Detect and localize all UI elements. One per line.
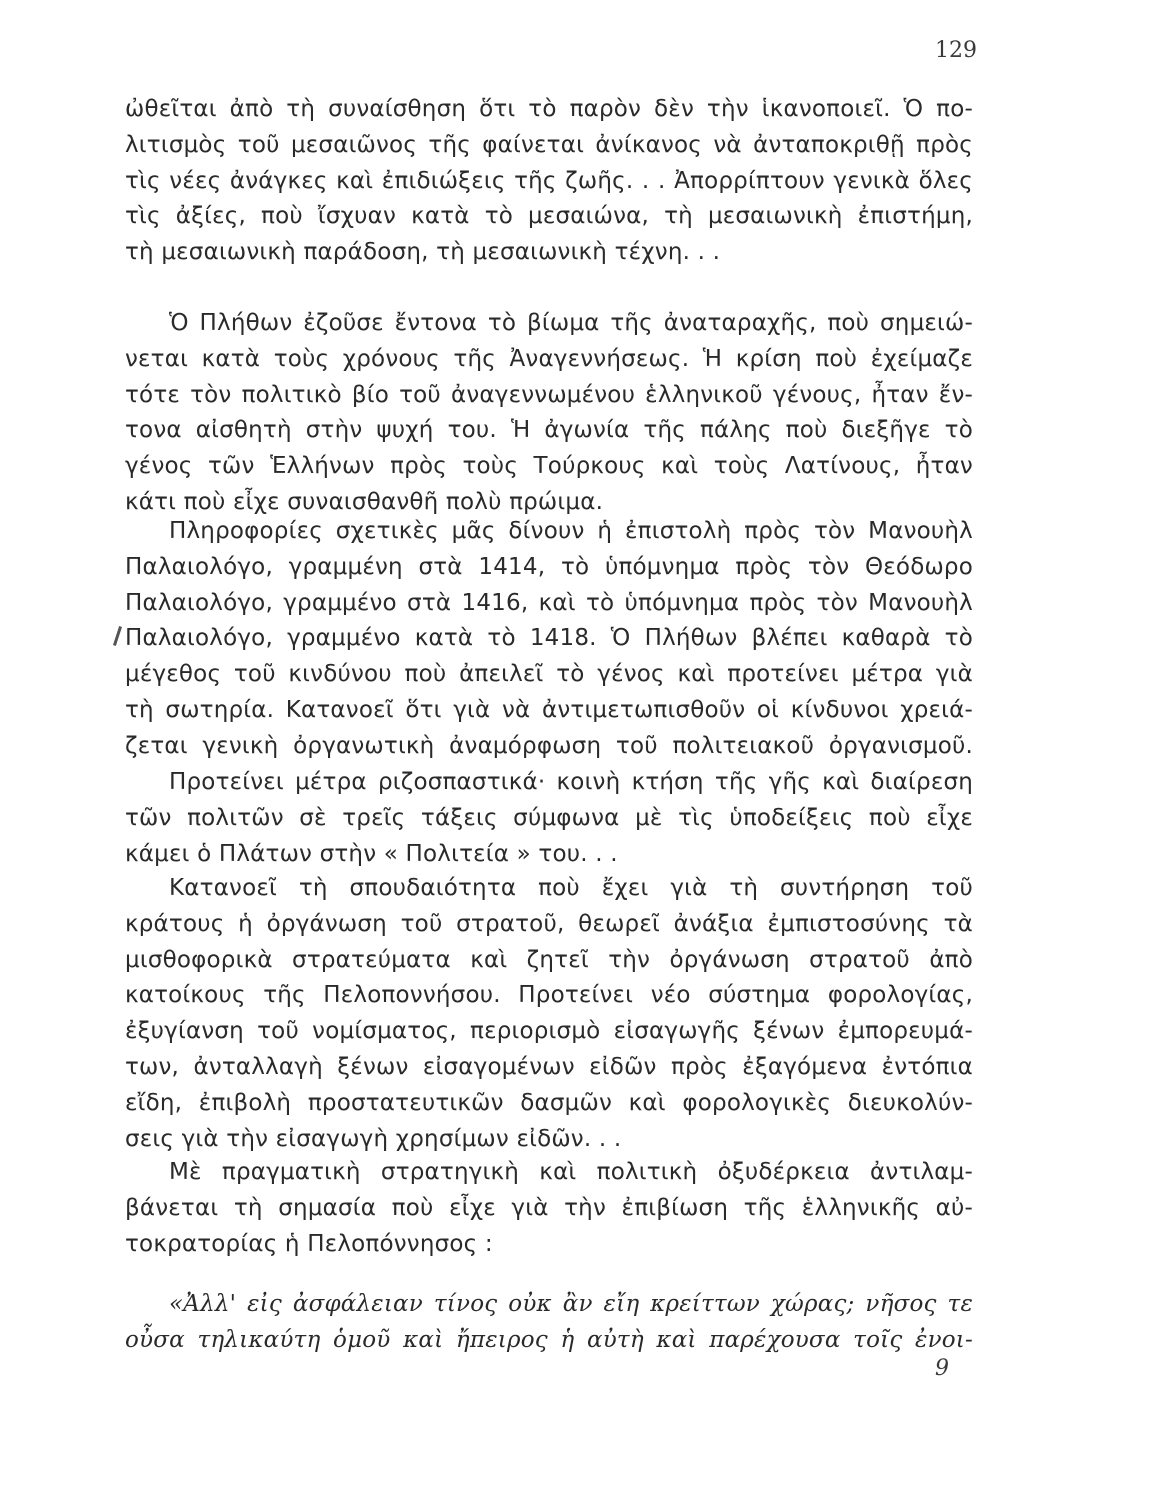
paragraph-6 — [125, 1155, 973, 1262]
page-number: 129 — [935, 38, 977, 63]
text-line: Πληροφορίες σχετικὲς μᾶς δίνουν ἡ ἐπιστολὴ πρὸς τὸν Μανουὴλ — [169, 518, 973, 544]
text-line: Παλαιολόγο, γραμμένο κατὰ τὸ 1418. Ὁ Πλήθων βλέπει καθαρὰ τὸ — [125, 625, 973, 652]
text-line: λιτισμὸς τοῦ μεσαιῶνος τῆς φαίνεται ἀνίκανος νὰ ἀνταποκριθῇ πρὸς — [125, 131, 973, 158]
text-line: εἴδη, ἐπιβολὴ προστατευτικῶν δασμῶν καὶ φορολογικὲς διευκολύν- — [125, 1089, 973, 1116]
text-line: ὠθεῖται ἀπὸ τὴ συναίσθηση ὅτι τὸ παρὸν δὲν τὴν ἱκανοποιεῖ. Ὁ πο- — [125, 96, 973, 122]
quotation — [125, 1286, 973, 1358]
text-line: Μὲ πραγματικὴ στρατηγικὴ καὶ πολιτικὴ ὀξυδέρκεια ἀντιλαμ- — [169, 1159, 973, 1185]
text-line: τὴ μεσαιωνικὴ παράδοση, τὴ μεσαιωνικὴ τέχνη. . . — [125, 239, 721, 266]
text-line: τότε τὸν πολιτικὸ βίο τοῦ ἀναγεννωμένου ἑλληνικοῦ γένους, ἦταν ἔν- — [125, 381, 973, 408]
text-line: ζεται γενικὴ ὀργανωτικὴ ἀναμόρφωση τοῦ πολιτειακοῦ ὀργανισμοῦ. — [125, 732, 973, 759]
text-line: κράτους ἡ ὀργάνωση τοῦ στρατοῦ, θεωρεῖ ἀνάξια ἐμπιστοσύνης τὰ — [125, 910, 973, 937]
paragraph-2 — [125, 306, 973, 521]
text-line: Προτείνει μέτρα ριζοσπαστικά· κοινὴ κτήση τῆς γῆς καὶ διαίρεση — [169, 769, 973, 795]
text-line: κάτι ποὺ εἶχε συναισθανθῆ πολὺ πρώιμα. — [125, 488, 604, 515]
text-line: τὴ σωτηρία. Κατανοεῖ ὅτι γιὰ νὰ ἀντιμετωπισθοῦν οἱ κίνδυνοι χρειά- — [125, 696, 973, 723]
text-line: μέγεθος τοῦ κινδύνου ποὺ ἀπειλεῖ τὸ γένος καὶ προτείνει μέτρα γιὰ — [125, 661, 973, 688]
text-line: τὶς νέες ἀνάγκες καὶ ἐπιδιώξεις τῆς ζωῆς. . . Ἀπορρίπτουν γενικὰ ὅλες — [125, 167, 973, 194]
text-line: τὶς ἀξίες, ποὺ ἴσχυαν κατὰ τὸ μεσαιώνα, τὴ μεσαιωνικὴ ἐπιστήμη, — [125, 203, 973, 230]
signature-mark: 9 — [935, 1356, 949, 1381]
paragraph-3 — [125, 514, 973, 765]
text-line: μισθοφορικὰ στρατεύματα καὶ ζητεῖ τὴν ὀργάνωση στρατοῦ ἀπὸ — [125, 946, 973, 973]
quote-line: «Ἀλλ' εἰς ἀσφάλειαν τίνος οὐκ ἂν εἴη κρείττων χώρας; νῆσος τε — [169, 1291, 973, 1317]
text-line: κάμει ὁ Πλάτων στὴν « Πολιτεία » του. . . — [125, 840, 618, 867]
text-line: νεται κατὰ τοὺς χρόνους τῆς Ἀναγεννήσεως. Ἡ κρίση ποὺ ἐχείμαζε — [125, 345, 973, 372]
text-line: Παλαιολόγο, γραμμένη στὰ 1414, τὸ ὑπόμνημα πρὸς τὸν Θεόδωρο — [125, 553, 973, 580]
text-line: Ὁ Πλήθων ἐζοῦσε ἔντονα τὸ βίωμα τῆς ἀναταραχῆς, ποὺ σημειώ- — [169, 310, 973, 336]
text-line: τονα αἰσθητὴ στὴν ψυχή του. Ἡ ἀγωνία τῆς πάλης ποὺ διεξῆγε τὸ — [125, 417, 973, 444]
text-line: βάνεται τὴ σημασία ποὺ εἶχε γιὰ τὴν ἐπιβίωση τῆς ἑλληνικῆς αὐ- — [125, 1194, 973, 1221]
paragraph-1 — [125, 92, 973, 271]
text-line: κατοίκους τῆς Πελοποννήσου. Προτείνει νέο σύστημα φορολογίας, — [125, 982, 973, 1009]
paragraph-5 — [125, 871, 973, 1157]
text-line: τοκρατορίας ἡ Πελοπόννησος : — [125, 1230, 493, 1257]
margin-mark — [113, 626, 122, 646]
text-line: γένος τῶν Ἑλλήνων πρὸς τοὺς Τούρκους καὶ τοὺς Λατίνους, ἦταν — [125, 453, 973, 480]
text-line: Παλαιολόγο, γραμμένο στὰ 1416, καὶ τὸ ὑπόμνημα πρὸς τὸν Μανουὴλ — [125, 589, 973, 616]
text-line: ἐξυγίανση τοῦ νομίσματος, περιορισμὸ εἰσαγωγῆς ξένων ἐμπορευμά- — [125, 1018, 973, 1045]
text-line: σεις γιὰ τὴν εἰσαγωγὴ χρησίμων εἰδῶν. . . — [125, 1125, 622, 1152]
text-line: των, ἀνταλλαγὴ ξένων εἰσαγομένων εἰδῶν πρὸς ἐξαγόμενα ἐντόπια — [125, 1053, 973, 1080]
text-line: Κατανοεῖ τὴ σπουδαιότητα ποὺ ἔχει γιὰ τὴ συντήρηση τοῦ — [169, 875, 973, 901]
quote-line: οὖσα τηλικαύτη ὁμοῦ καὶ ἤπειρος ἡ αὐτὴ καὶ παρέχουσα τοῖς ἐνοι- — [125, 1327, 973, 1353]
text-line: τῶν πολιτῶν σὲ τρεῖς τάξεις σύμφωνα μὲ τὶς ὑποδείξεις ποὺ εἶχε — [125, 804, 973, 831]
paragraph-4 — [125, 765, 973, 872]
